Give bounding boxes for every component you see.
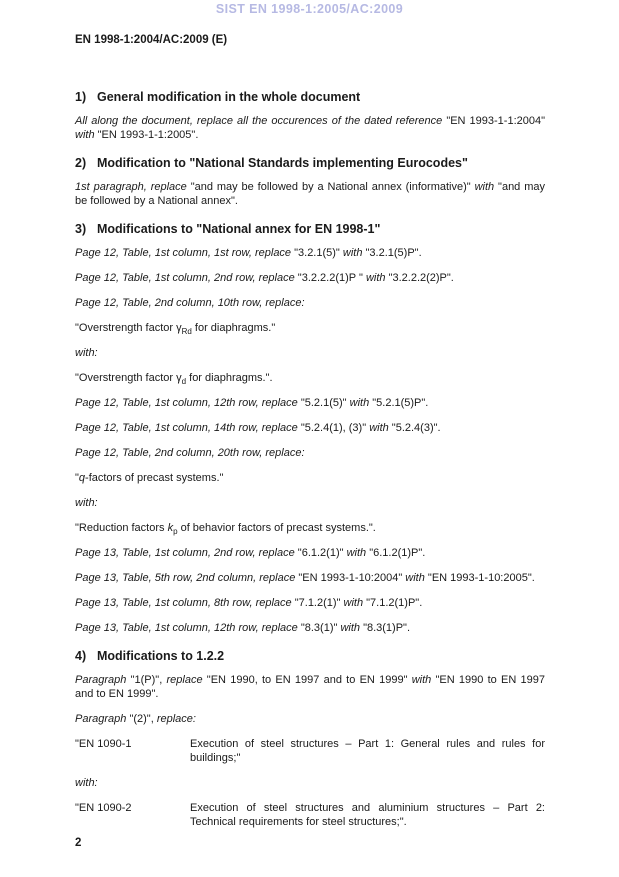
text-run: with: [343, 597, 364, 609]
section-title: Modifications to "National annex for EN 1998-1": [97, 222, 381, 236]
paragraph: [75, 496, 545, 510]
text-run: with: [405, 572, 425, 584]
paragraph: [75, 712, 545, 726]
text-run: "EN 1990 to EN 1997 and to EN 1999".: [75, 674, 545, 700]
text-run: with: [411, 674, 432, 686]
text-run: "EN 1993-1-1:2005".: [94, 129, 199, 141]
reference-label: "EN 1090-2: [75, 802, 132, 814]
text-run: replace:: [156, 713, 196, 725]
paragraph: [75, 246, 545, 260]
section-heading: [75, 155, 545, 171]
text-run: with:: [75, 777, 98, 789]
paragraph: [75, 596, 545, 610]
section-heading: [75, 648, 545, 664]
text-run: Rd: [181, 327, 192, 337]
text-run: "7.1.2(1)": [294, 597, 344, 609]
paragraph: [75, 346, 545, 360]
text-run: "and may be followed by a National annex (informative)": [190, 181, 475, 193]
text-run: "7.1.2(1)P".: [363, 597, 423, 609]
paragraph: [75, 114, 545, 142]
text-run: Page 12, Table, 2nd column, 20th row, replace:: [75, 447, 305, 459]
text-run: of behavior factors of precast systems.".: [177, 522, 376, 534]
text-run: Page 12, Table, 2nd column, 10th row, replace:: [75, 297, 305, 309]
text-run: q: [78, 472, 86, 484]
text-run: "5.2.4(1), (3)": [300, 422, 370, 434]
paragraph: [75, 446, 545, 460]
text-run: p: [173, 527, 178, 537]
text-run: with: [342, 247, 363, 259]
hanging-reference-item: [75, 801, 545, 829]
text-run: d: [181, 377, 187, 387]
text-run: "3.2.2.2(2)P".: [385, 272, 454, 284]
paragraph: [75, 421, 545, 435]
hanging-reference-item: [75, 737, 545, 765]
section-title: General modification in the whole document: [97, 90, 361, 104]
text-run: "(2)",: [129, 713, 157, 725]
section-number: 2): [75, 156, 87, 170]
section-number: 3): [75, 222, 87, 236]
paragraph: [75, 571, 545, 585]
section-heading: [75, 89, 545, 105]
section-number: 1): [75, 90, 87, 104]
text-run: -factors of precast systems.": [85, 472, 224, 484]
text-run: Paragraph: [75, 674, 131, 686]
text-run: Page 13, Table, 1st column, 12th row, replace: [75, 622, 301, 634]
text-run: with: [365, 272, 386, 284]
text-run: Paragraph: [75, 713, 130, 725]
text-run: Execution of steel structures and aluminium structures – Part 2: Technical requirements for steel structures;".: [190, 802, 545, 828]
text-run: with:: [75, 347, 98, 359]
paragraph: [75, 673, 545, 701]
text-run: with: [474, 181, 495, 193]
text-run: Page 12, Table, 1st column, 12th row, replace: [75, 397, 301, 409]
text-run: "Reduction factors: [75, 522, 168, 534]
paragraph: [75, 271, 545, 285]
text-run: "3.2.2.2(1)P ": [297, 272, 366, 284]
text-run: with: [349, 397, 370, 409]
text-run: ": [75, 472, 79, 484]
paragraph: [75, 296, 545, 310]
section-title: Modifications to 1.2.2: [97, 649, 225, 663]
section-heading: [75, 221, 545, 237]
text-run: "1(P)",: [130, 674, 167, 686]
paragraph: [75, 180, 545, 208]
paragraph: [75, 321, 545, 335]
page-number: 2: [75, 837, 82, 849]
text-run: "Overstrength factor γ: [75, 372, 182, 384]
text-run: "EN 1990, to EN 1997 and to EN 1999": [202, 674, 412, 686]
text-run: with:: [75, 497, 98, 509]
text-run: "and may be followed by a National annex".: [75, 181, 545, 207]
text-run: "8.3(1)": [300, 622, 341, 634]
text-run: replace: [166, 674, 203, 686]
document-id-header: EN 1998-1:2004/AC:2009 (E): [75, 34, 228, 46]
text-run: 1st paragraph, replace: [75, 181, 191, 193]
text-run: "5.2.1(5)": [300, 397, 350, 409]
text-run: "5.2.1(5)P".: [369, 397, 429, 409]
paragraph: [75, 371, 545, 385]
paragraph: [75, 396, 545, 410]
text-run: Page 13, Table, 5th row, 2nd column, replace: [75, 572, 299, 584]
paragraph: [75, 471, 545, 485]
text-run: "EN 1993-1-1:2004": [446, 115, 545, 127]
text-run: with: [369, 422, 389, 434]
text-run: "6.1.2(1)P".: [366, 547, 426, 559]
text-run: Page 13, Table, 1st column, 8th row, replace: [75, 597, 295, 609]
text-run: Page 12, Table, 1st column, 14th row, replace: [75, 422, 301, 434]
text-run: "5.2.4(3)".: [388, 422, 441, 434]
text-run: "3.2.1(5)P".: [362, 247, 422, 259]
paragraph: [75, 546, 545, 560]
text-run: with: [346, 547, 367, 559]
paragraph: [75, 776, 545, 790]
watermark: SIST EN 1998-1:2005/AC:2009: [215, 2, 404, 16]
text-run: "6.1.2(1)": [297, 547, 347, 559]
text-run: "Overstrength factor γ: [75, 322, 182, 334]
text-run: Page 12, Table, 1st column, 1st row, replace: [75, 247, 295, 259]
document-body: [75, 89, 545, 840]
text-run: with: [75, 129, 95, 141]
section-number: 4): [75, 649, 87, 663]
text-run: "8.3(1)P".: [360, 622, 411, 634]
text-run: "EN 1993-1-10:2005".: [424, 572, 535, 584]
text-run: with: [340, 622, 361, 634]
text-run: Page 12, Table, 1st column, 2nd row, replace: [75, 272, 298, 284]
text-run: "3.2.1(5)": [294, 247, 343, 259]
text-run: Page 13, Table, 1st column, 2nd row, replace: [75, 547, 298, 559]
paragraph: [75, 621, 545, 635]
reference-label: "EN 1090-1: [75, 738, 132, 750]
paragraph: [75, 521, 545, 535]
text-run: for diaphragms.".: [186, 372, 273, 384]
text-run: k: [167, 522, 174, 534]
text-run: Execution of steel structures – Part 1: General rules and rules for buildings;": [190, 738, 545, 764]
text-run: "EN 1993-1-10:2004": [298, 572, 406, 584]
text-run: for diaphragms.": [191, 322, 276, 334]
text-run: All along the document, replace all the occurences of the dated reference: [75, 115, 447, 127]
section-title: Modification to "National Standards implementing Eurocodes": [97, 156, 468, 170]
